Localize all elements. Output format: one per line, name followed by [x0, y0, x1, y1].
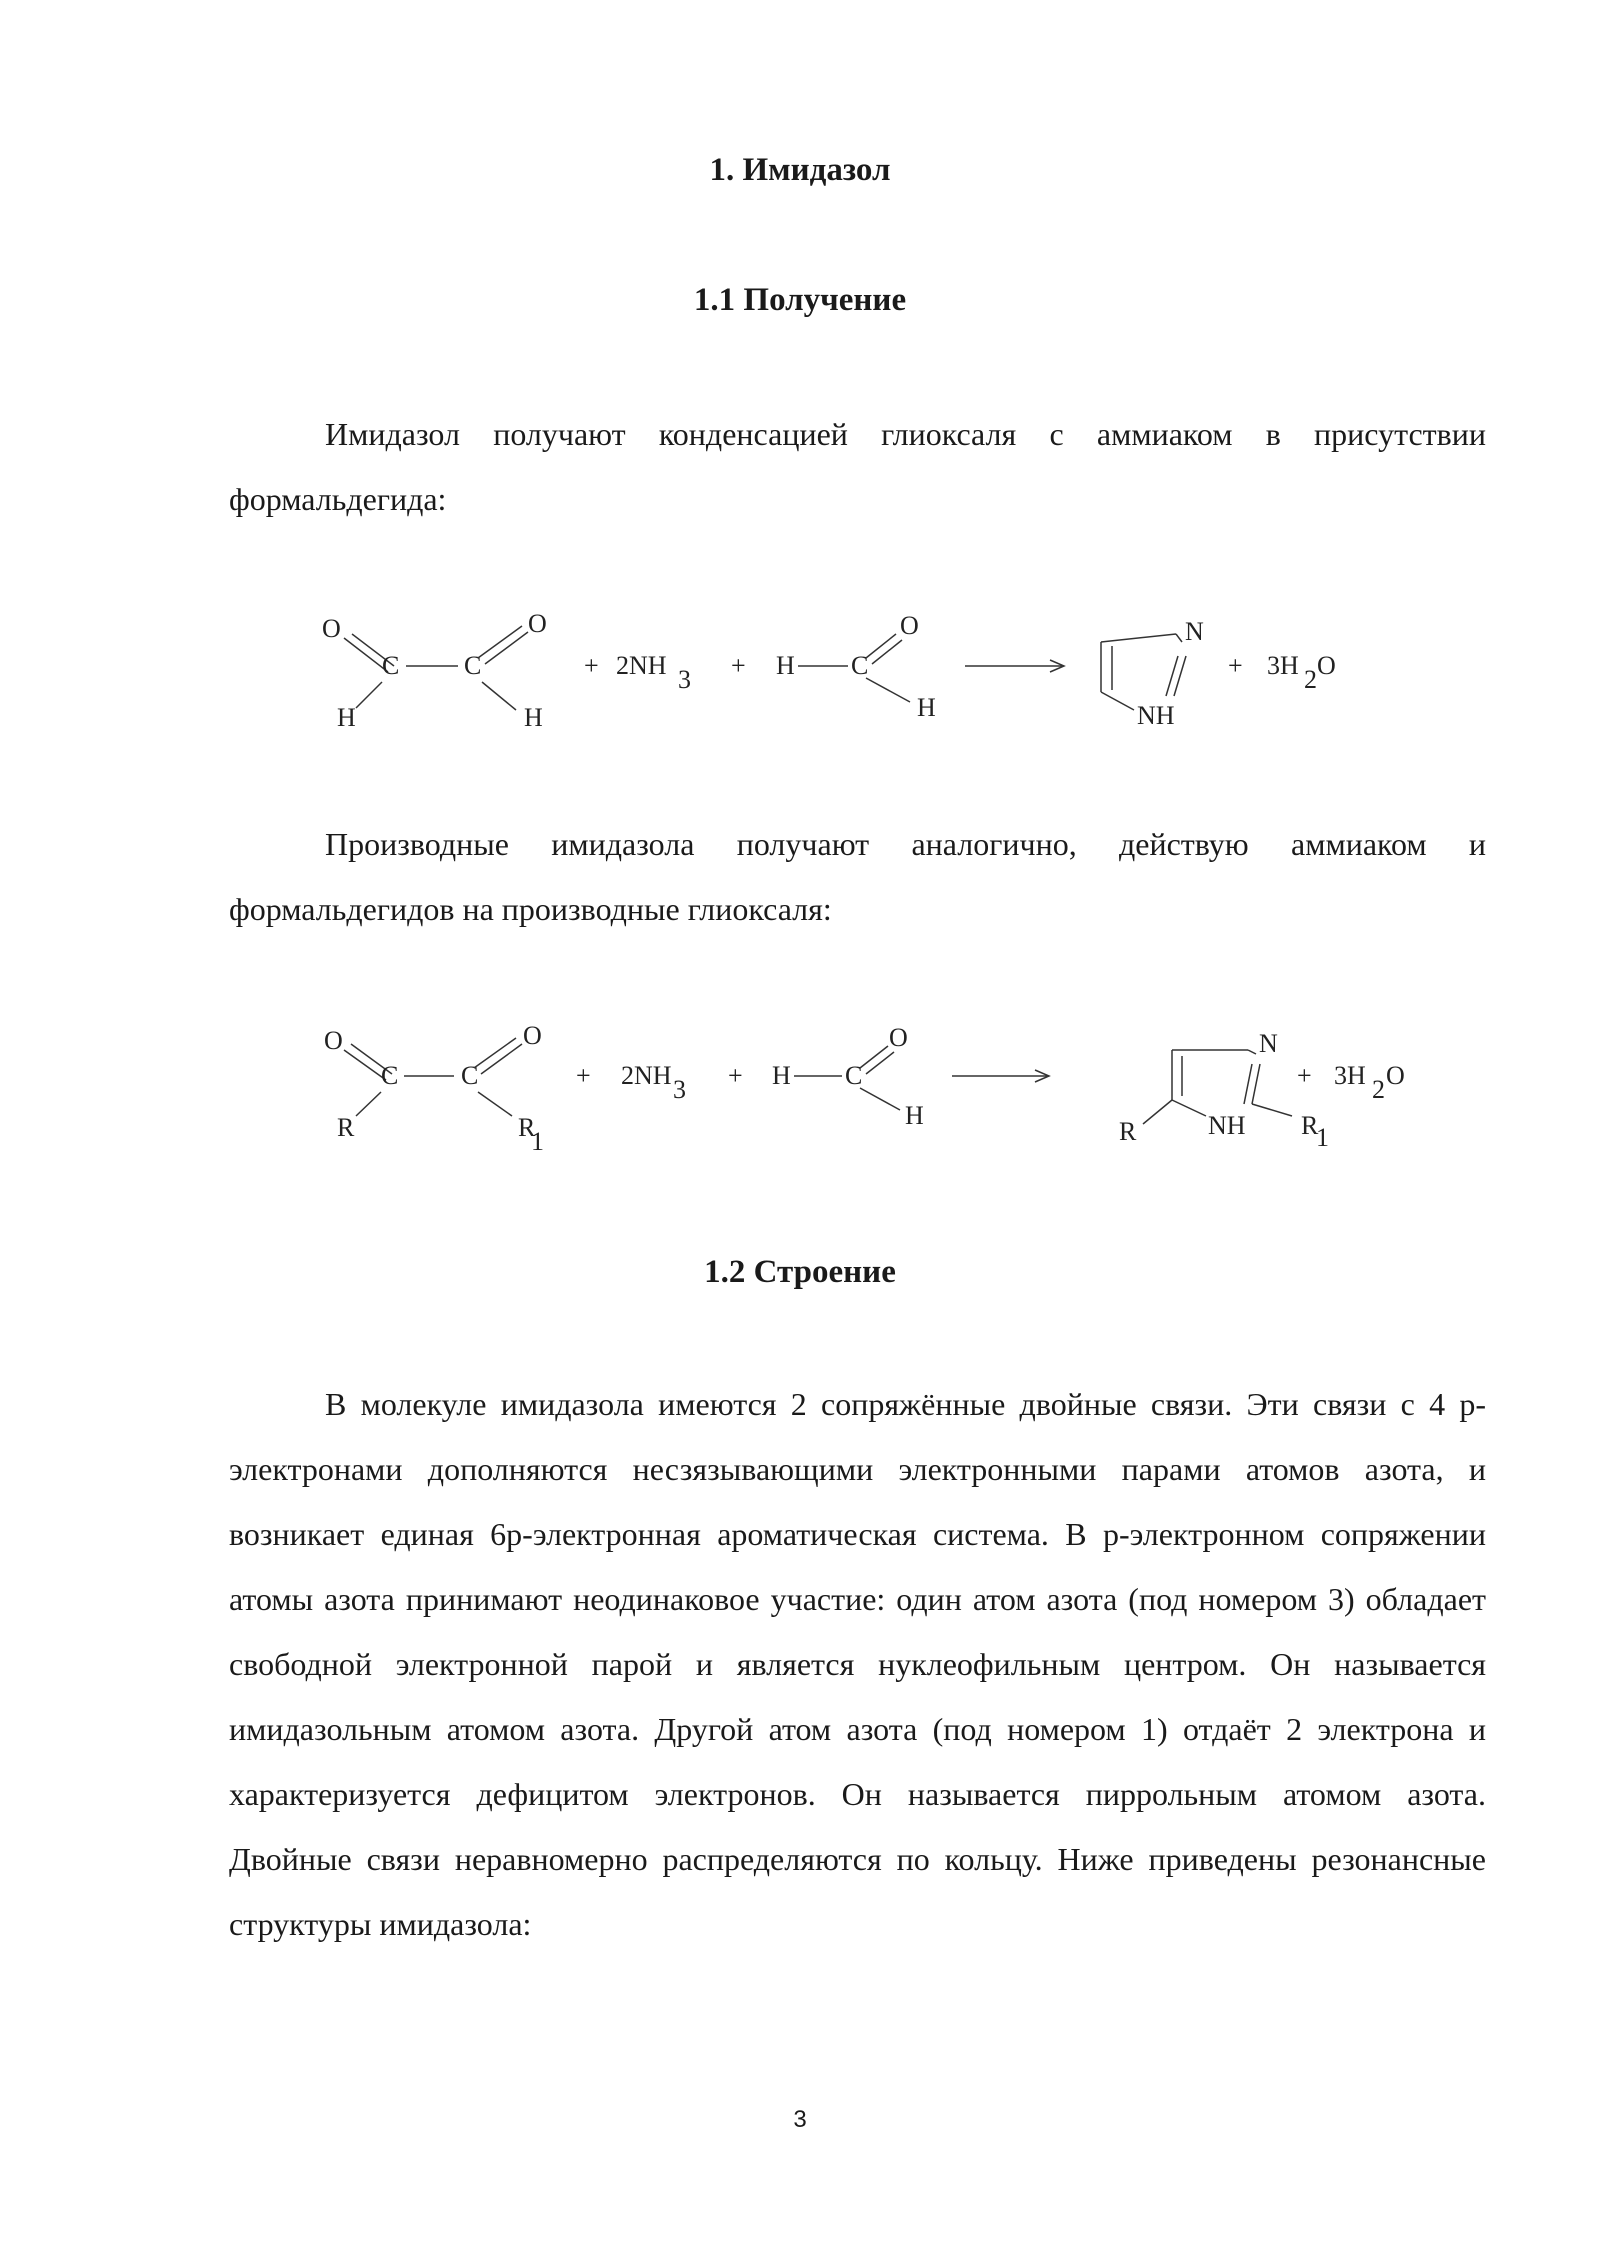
oxygen-atom: O — [324, 1026, 343, 1055]
carbon-atom: C — [851, 651, 869, 680]
hydrogen-atom: H — [905, 1101, 924, 1130]
single-bond — [356, 682, 382, 708]
single-bond — [356, 1092, 381, 1116]
r-group: R — [1119, 1117, 1137, 1146]
ring-bond — [1172, 1100, 1206, 1116]
single-bond — [860, 1088, 900, 1110]
plus-sign: + — [1297, 1061, 1312, 1090]
water-formula-end: O — [1386, 1061, 1405, 1090]
single-bond — [478, 1092, 512, 1116]
paragraph-preparation — [229, 402, 1486, 532]
substituent-bond — [1252, 1104, 1292, 1116]
r1-group: R — [518, 1113, 536, 1142]
oxygen-atom: O — [889, 1023, 908, 1052]
reaction-scheme-2 — [0, 1000, 1600, 1170]
ring-bond — [1248, 1050, 1256, 1054]
oxygen-atom: O — [523, 1021, 542, 1050]
nh-group: NH — [1137, 701, 1175, 730]
ring-bond — [1244, 1064, 1252, 1104]
r-group: R — [337, 1113, 355, 1142]
r1-group: R — [1301, 1111, 1319, 1140]
ammonia-subscript: 3 — [678, 665, 691, 694]
ammonia-formula: 2NH — [616, 651, 667, 680]
oxygen-atom: O — [900, 611, 919, 640]
plus-sign: + — [731, 651, 746, 680]
substituent-bond — [1143, 1100, 1172, 1124]
single-bond — [866, 678, 910, 702]
water-subscript: 2 — [1304, 665, 1317, 694]
ring-bond — [1101, 634, 1176, 642]
ring-bond — [1101, 692, 1134, 710]
double-bond — [860, 1046, 888, 1068]
nh-group: NH — [1208, 1111, 1246, 1140]
double-bond — [866, 1052, 894, 1074]
hydrogen-atom: H — [776, 651, 795, 680]
water-formula: 3H — [1334, 1061, 1366, 1090]
page-number: 3 — [793, 2106, 807, 2133]
nitrogen-atom: N — [1185, 617, 1204, 646]
double-bond — [866, 634, 896, 658]
paragraph-structure — [229, 1372, 1486, 1957]
reaction-scheme-1-drawing — [0, 590, 1600, 750]
carbon-atom: C — [382, 651, 400, 680]
carbon-atom: C — [381, 1061, 399, 1090]
plus-sign: + — [576, 1061, 591, 1090]
hydrogen-atom: H — [772, 1061, 791, 1090]
paragraph-text: В молекуле имидазола имеются 2 сопряжённые двойные связи. Эти связи с 4 р-электронами дополняются несзязывающими электронными парами атомов азота, и возникает единая 6р-электронная ароматическая система. В р-электронном сопряжении атомы азота принимают неодинаковое участие: один атом азота (под номером 3) обладает свободной электронной парой и является нуклеофильным центром. Он называется имидазольным атомом азота. Другой атом азота (под номером 1) отдаёт 2 электрона и характеризуется дефицитом электронов. Он называется пиррольным атомом азота. Двойные связи неравномерно распределяются по кольцу. Ниже приведены резонансные структуры имидазола: — [229, 1386, 1486, 1942]
paragraph-text: Производные имидазола получают аналогично, действую аммиаком и формальдегидов на производные глиоксаля: — [229, 826, 1486, 927]
reaction-scheme-2-drawing — [0, 1000, 1600, 1170]
plus-sign: + — [728, 1061, 743, 1090]
r1-subscript: 1 — [1316, 1123, 1329, 1152]
hydrogen-atom: H — [524, 703, 543, 732]
reaction-scheme-1 — [0, 590, 1600, 750]
nitrogen-atom: N — [1259, 1029, 1278, 1058]
hydrogen-atom: H — [337, 703, 356, 732]
water-formula-end: O — [1317, 651, 1336, 680]
section-title: 1. Имидазол — [709, 152, 891, 188]
ring-bond — [1252, 1064, 1260, 1104]
double-bond — [872, 640, 902, 664]
water-subscript: 2 — [1372, 1075, 1385, 1104]
paragraph-derivatives — [229, 812, 1486, 942]
plus-sign: + — [1228, 651, 1243, 680]
oxygen-atom: O — [322, 614, 341, 643]
carbon-atom: C — [461, 1061, 479, 1090]
ammonia-formula: 2NH — [621, 1061, 672, 1090]
water-formula: 3H — [1267, 651, 1299, 680]
carbon-atom: C — [464, 651, 482, 680]
carbon-atom: C — [845, 1061, 863, 1090]
r1-subscript: 1 — [531, 1127, 544, 1156]
oxygen-atom: O — [528, 609, 547, 638]
paragraph-text: Имидазол получают конденсацией глиоксаля с аммиаком в присутствии формальдегида: — [229, 416, 1486, 517]
ring-bond — [1176, 634, 1182, 642]
ammonia-subscript: 3 — [673, 1075, 686, 1104]
hydrogen-atom: H — [917, 693, 936, 722]
single-bond — [482, 682, 516, 710]
plus-sign: + — [584, 651, 599, 680]
subsection-title-structure: 1.2 Строение — [704, 1254, 896, 1290]
subsection-title-preparation: 1.1 Получение — [693, 282, 907, 318]
